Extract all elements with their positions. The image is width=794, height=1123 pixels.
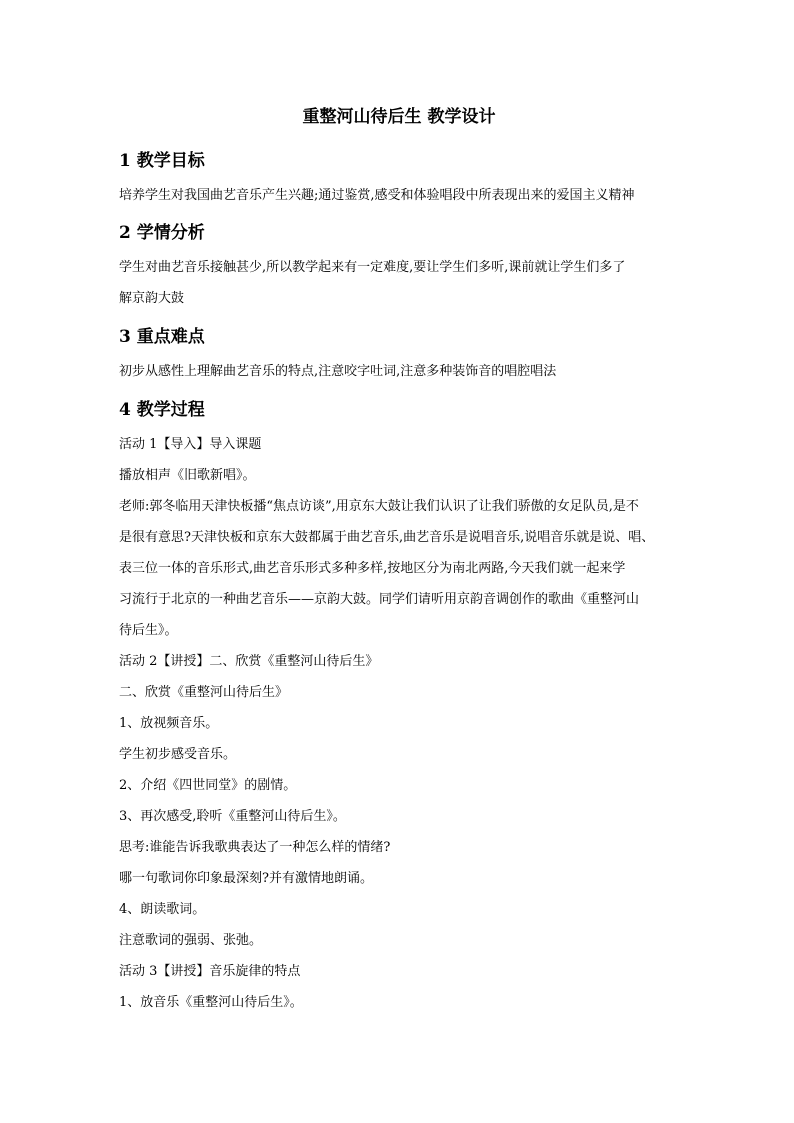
process-line: 表三位一体的音乐形式,曲艺音乐形式多种多样,按地区分为南北两路,今天我们就一起来学 [119,561,626,576]
process-line: 1、放视频音乐。 [119,716,219,731]
process-line: 2、介绍《四世同堂》的剧情。 [119,778,297,793]
process-line: 活动 2【讲授】二、欣赏《重整河山待后生》 [119,654,379,669]
process-line: 是很有意思?天津快板和京东大鼓都属于曲艺音乐,曲艺音乐是说唱音乐,说唱音乐就是说、唱、 [119,530,655,545]
process-line: 学生初步感受音乐。 [119,747,237,762]
document-title: 重整河山待后生 教学设计 [302,107,496,127]
section-heading-key-points: 3 重点难点 [119,327,205,347]
process-line: 思考:谁能告诉我歌典表达了一种怎么样的情绪? [119,840,391,855]
process-line: 老师:郭冬临用天津快板播“焦点访谈”,用京东大鼓让我们认识了让我们骄傲的女足队员,是不 [119,499,639,514]
section-heading-analysis: 2 学情分析 [119,223,205,243]
process-line: 注意歌词的强弱、张弛。 [119,933,263,948]
analysis-text-line-2: 解京韵大鼓 [119,291,185,306]
process-line: 活动 3【讲授】音乐旋律的特点 [119,964,301,979]
section-heading-process: 4 教学过程 [119,400,205,420]
objectives-text: 培养学生对我国曲艺音乐产生兴趣;通过鉴赏,感受和体验唱段中所表现出来的爱国主义精神 [119,188,635,203]
process-line: 哪一句歌词你印象最深刻?并有激情地朗诵。 [119,871,373,886]
process-line: 二、欣赏《重整河山待后生》 [119,685,289,700]
process-line: 活动 1【导入】导入课题 [119,437,262,452]
analysis-text-line-1: 学生对曲艺音乐接触甚少,所以教学起来有一定难度,要让学生们多听,课前就让学生们多了 [119,260,626,275]
key-points-text: 初步从感性上理解曲艺音乐的特点,注意咬字吐词,注意多种装饰音的唱腔唱法 [119,364,557,379]
process-line: 习流行于北京的一种曲艺音乐——京韵大鼓。同学们请听用京韵音调创作的歌曲《重整河山 [119,592,640,607]
process-line: 3、再次感受,聆听《重整河山待后生》。 [119,809,346,824]
process-line: 待后生》。 [119,623,178,638]
process-line: 4、朗读歌词。 [119,902,206,917]
document-page [119,0,679,1123]
section-heading-objectives: 1 教学目标 [119,151,205,171]
process-line: 1、放音乐《重整河山待后生》。 [119,995,303,1010]
process-line: 播放相声《旧歌新唱》。 [119,468,256,483]
